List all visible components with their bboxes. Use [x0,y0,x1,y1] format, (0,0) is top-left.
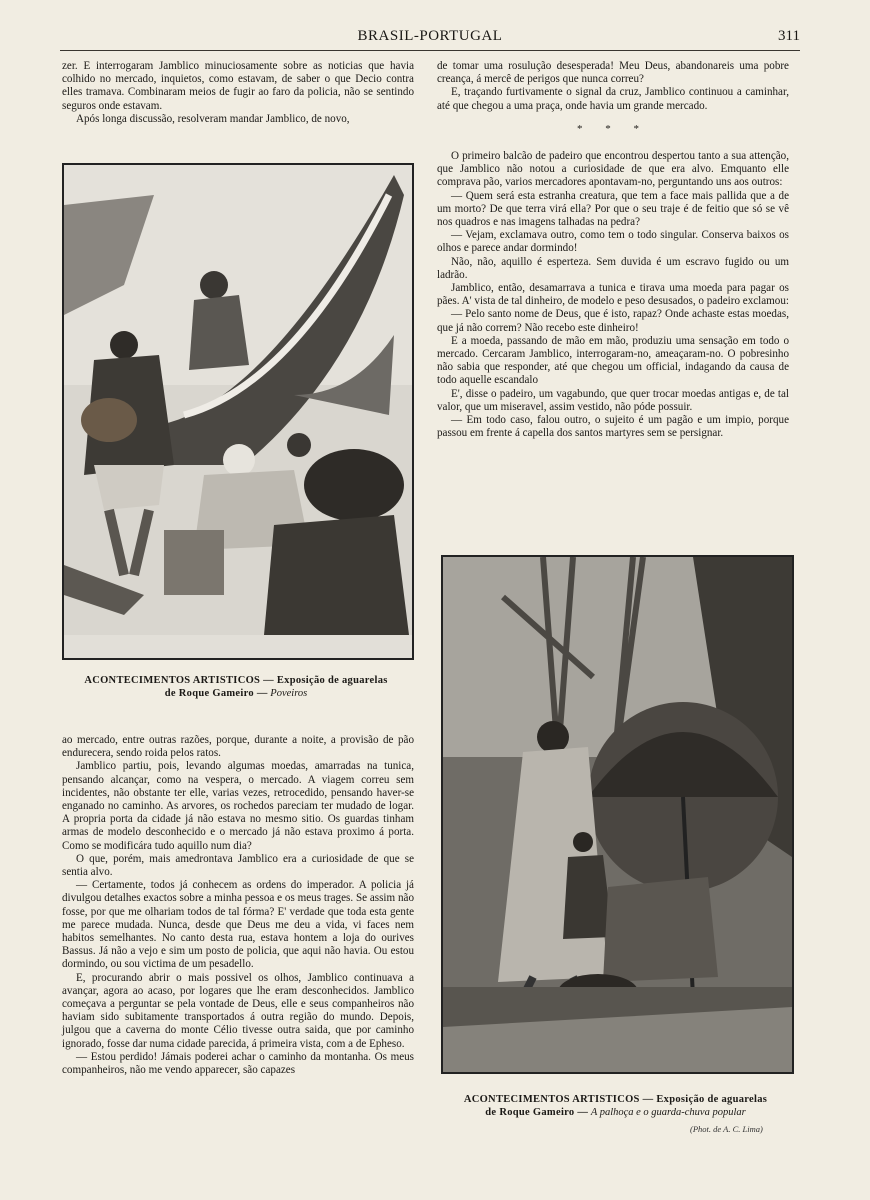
paragraph: O primeiro balcão de padeiro que encontrou despertou tanto a sua attenção, que Jamblico não notou a curiosidade de que era alvo. Emquanto elle comprava pão, varios mercadores apontavam-no, perguntando uns aos outros: [437,150,789,189]
paragraph: Jamblico partiu, pois, levando algumas moedas, amarradas na tunica, pensando alcançar, como na vespera, o mercado. A viagem correu sem incidentes, não obstante ter elle, varias vezes, retrocedido, pensando haver-se enganado no caminho. As arvores, os rochedos pareciam ter mudado de logar. A propria porta da cidade já não estava no mesmo sitio. Os guardas tinham armas de modelo desconhecido e o mercado já não estava proximo á porta. Como se modificára tudo aquillo num dia? [62,760,414,852]
paragraph: ao mercado, entre outras razões, porque, durante a noite, a provisão de pão endurecera, sendo roida pelos ratos. [62,734,414,760]
caption-palhoca [441,1093,790,1119]
paragraph: — Certamente, todos já conhecem as ordens do imperador. A policia já divulgou detalhes exactos sobre a minha pessoa e os meus trages. Se assim não fosse, por que me olhariam todos de tal fórma? E' verdade que toda esta gente me parece mudada. Nunca, desde que Deus me deu a vida, vi faces nem habitos semelhantes. No canto desta rua, estava hontem a loja do ourives Bassus. Já não a vejo e sim um posto de policia, que aqui não havia. Ou estou dormindo, ou sou victima de um pesadello. [62,879,414,971]
paragraph: E, procurando abrir o mais possivel os olhos, Jamblico continuava a avançar, agora ao acaso, por logares que lhe eram desconhecidos. Jamblico começava a perguntar se pela vontade de Deus, elle e seus companheiros não haviam sido subitamente transportados á outra região do mundo. Depois, julgou que a caverna do monte Célio tivesse outra saida, que por caminho ignorado, fosse dar numa cidade parecida, á primeira vista, com a de Epheso. [62,971,414,1050]
paragraph: — Vejam, exclamava outro, como tem o todo singular. Conserva baixos os olhos e parece andar dormindo! [437,229,789,255]
paragraph: — Em todo caso, falou outro, o sujeito é um pagão e um impio, porque passou em frente á capella dos santos martyres sem se persignar. [437,414,789,440]
paragraph: — Quem será esta estranha creatura, que tem a face mais pallida que a de um morto? De que terra virá ella? Por que o seu traje é de feitio que só se vê nos quadros e nas imagens talhadas na pedra? [437,189,789,229]
caption-title: A palhoça e o guarda-chuva popular [590,1107,746,1118]
paragraph: E', disse o padeiro, um vagabundo, que quer trocar moedas antigas e, de tal valor, que um miseravel, assim vestido, não póde possuir. [437,387,789,413]
paragraph: O que, porém, mais amedrontava Jamblico era a curiosidade de que se sentia alvo. [62,852,414,879]
poveiros-painting [64,165,412,658]
illustration-poveiros [62,163,414,660]
palhoca-painting [443,557,792,1072]
page-header [60,28,800,51]
paragraph: Não, não, aquillo é esperteza. Sem duvida é um escravo fugido ou um ladrão. [437,255,789,281]
paragraph: — Pelo santo nome de Deus, que é isto, rapaz? Onde achaste estas moedas, que já não correm? Não recebo este dinheiro! [437,308,789,334]
caption-artist: de Roque Gameiro — [485,1107,589,1118]
caption-heading: ACONTECIMENTOS ARTISTICOS — Exposição de aguarelas [84,675,388,686]
caption-poveiros [62,674,410,700]
page-number: 311 [778,28,800,44]
paragraph: de tomar uma rosulução desesperada! Meu Deus, abandonareis uma pobre creança, á mercê de perigos que nunca correu? [437,60,789,86]
paragraph: Jamblico, então, desamarrava a tunica e tirava uma moeda para pagar os pães. A' vista de tal dinheiro, de modelo e peso desusados, o padeiro exclamou: [437,282,789,308]
right-top-text [437,60,789,440]
paragraph: zer. E interrogaram Jamblico minuciosamente sobre as noticias que havia colhido no mercado, inquietos, como estavam, de saber o que Decio contra elles tramava. Combinaram meios de fugir ao faro da policia, não se sentindo seguros onde estavam. [62,60,414,112]
caption-title: Poveiros [270,688,308,699]
left-bottom-text [62,734,414,1077]
paragraph: Após longa discussão, resolveram mandar Jamblico, de novo, [76,112,350,125]
section-break: * * * [577,122,649,135]
left-top-text [62,60,414,126]
paragraph: E, traçando furtivamente o signal da cruz, Jamblico continuou a caminhar, até que chegou a uma praça, onde havia um grande mercado. [437,86,789,112]
photo-credit: (Phot. de A. C. Lima) [690,1124,763,1134]
running-title: BRASIL-PORTUGAL [357,28,503,44]
illustration-palhoca [441,555,794,1074]
paragraph: — Estou perdido! Jámais poderei achar o caminho da montanha. Os meus companheiros, não me vendo apparecer, são capazes [62,1050,414,1077]
caption-heading: ACONTECIMENTOS ARTISTICOS — Exposição de aguarelas [463,1094,768,1105]
paragraph: E a moeda, passando de mão em mão, produziu uma sensação em todo o mercado. Cercaram Jamblico, interrogaram-no, ameaçaram-no. O pobresinho não sabia que responder, até que chegou um official, indagando da causa de todo aquelle escandalo [437,334,789,387]
caption-artist: de Roque Gameiro — [164,688,268,699]
